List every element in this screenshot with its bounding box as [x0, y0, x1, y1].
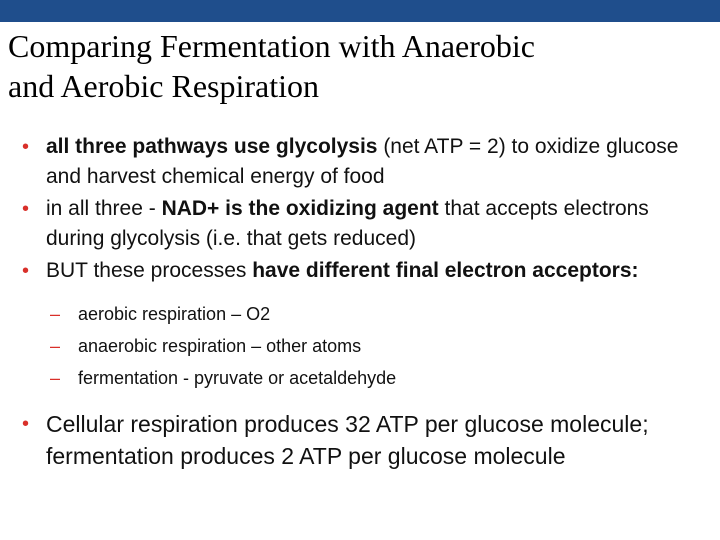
sub-bullet-text: fermentation - pyruvate or acetaldehyde	[78, 368, 397, 388]
sub-bullet-text: aerobic respiration – O2	[78, 304, 271, 324]
bullet-text: that accepts electrons during glycolysis (i.e. that gets reduced)	[46, 197, 649, 250]
bullet-marker: •	[22, 413, 30, 435]
bullet-bold-text: NAD+ is the oxidizing agent	[161, 197, 439, 220]
bullet-text: (net ATP = 2) to oxidize glucose and harvest chemical energy of food	[46, 135, 679, 188]
bullet-item	[20, 408, 700, 472]
dash-marker: –	[50, 368, 61, 388]
bullet-marker: •	[22, 198, 30, 220]
dash-marker: –	[50, 304, 61, 324]
bullet-bold-text: all three pathways use glycolysis	[46, 135, 378, 158]
bullet-item	[20, 194, 700, 254]
title-line-2: and Aerobic Respiration	[8, 68, 320, 104]
slide-title	[8, 26, 708, 106]
bullet-text: in all three -	[46, 197, 162, 220]
dash-marker: –	[50, 336, 61, 356]
bullet-text: Cellular respiration produces 32 ATP per glucose molecule; fermentation produces 2 ATP per glucose molecule	[46, 411, 649, 469]
bullet-list	[20, 132, 700, 474]
sub-bullet-item	[50, 330, 700, 362]
sub-bullet-item	[50, 362, 700, 394]
bullet-item	[20, 256, 700, 286]
bullet-item	[20, 132, 700, 192]
sub-bullet-text: anaerobic respiration – other atoms	[78, 336, 362, 356]
sub-bullet-item	[50, 298, 700, 330]
top-accent-bar	[0, 0, 720, 22]
bullet-marker: •	[22, 260, 30, 282]
bullet-bold-text: have different final electron acceptors:	[252, 259, 639, 282]
bullet-text: BUT these processes	[46, 259, 253, 282]
bullet-marker: •	[22, 136, 30, 158]
title-line-1: Comparing Fermentation with Anaerobic	[8, 28, 535, 64]
sub-bullet-list	[50, 298, 700, 394]
